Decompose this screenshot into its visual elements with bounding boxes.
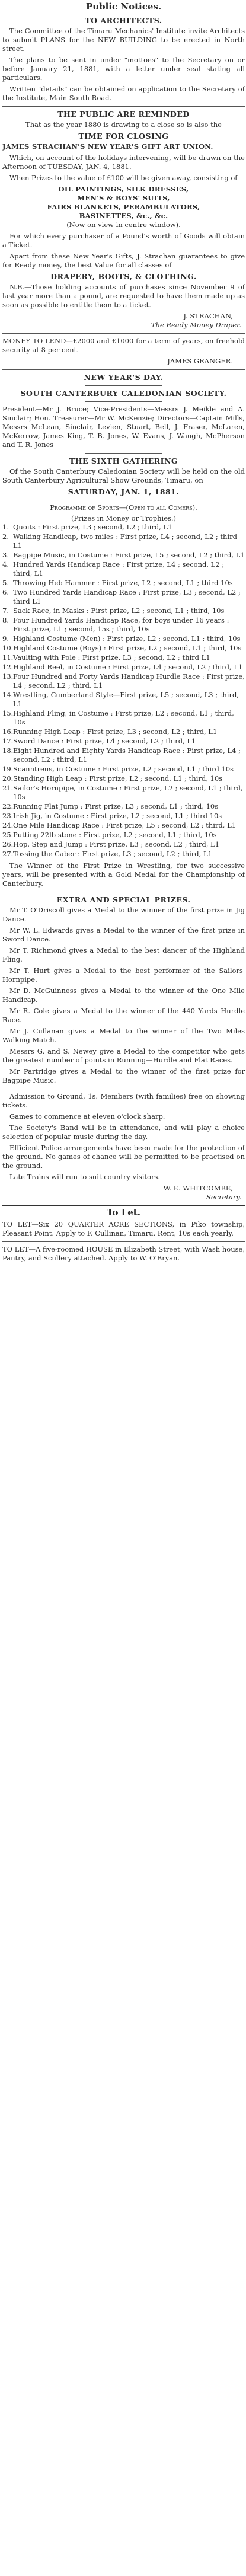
gift-union-nb: N.B.—Those holding accounts of purchases since November 9 of last year more than a pound, are requested to have them made up as soon as possible to entitle them to a ticket. <box>2 283 245 309</box>
extra-prizes-list <box>2 906 245 1085</box>
to-let-sections-text: TO LET—Six 20 QUARTER ACRE SECTIONS, in Piko township, Pleasant Point. Apply to F. Cullinan, Timaru. Rent, 10s each yearly. <box>2 1220 245 1237</box>
architects-p2: The plans to be sent in under "mottoes" to the Secretary on or before January 21, 1881, with a letter under seal stating all particulars. <box>2 56 245 82</box>
money-to-lend-signature: JAMES GRANGER. <box>167 357 233 365</box>
event-text: Irish Jig, in Costume : First prize, L2 ; second, L1 ; third 10s <box>13 812 222 820</box>
gift-union-p1: That as the year 1880 is drawing to a close so is also the <box>25 120 222 129</box>
event-text: Tossing the Caber : First prize, L3 ; second, L2 ; third, L1 <box>13 850 212 858</box>
architects-p1: The Committee of the Timaru Mechanics' Institute invite Architects to submit PLANS for the NEW BUILDING to be erected in North street. <box>2 27 245 53</box>
event-text: Quoits : First prize, L3 ; second, L2 ; third, L1 <box>13 523 172 531</box>
gathering-paragraph: Of the South Canterbury Caledonian Society will be held on the old South Canterbury Agricultural Show Grounds, Timaru, on <box>2 467 245 484</box>
extra-prize-item: Mr T. Richmond gives a Medal to the best dancer of the Highland Fling. <box>2 946 245 963</box>
event-number: 16. <box>2 727 14 736</box>
divider <box>2 369 245 370</box>
event-text: One Mile Handicap Race : First prize, L5 ; second, L2 ; third, L1 <box>13 821 237 829</box>
sixth-gathering-heading: THE SIXTH GATHERING <box>69 457 178 465</box>
event-text: Eight Hundred and Eighty Yards Handicap Race : First prize, L4 ; second, L2 ; third, L1 <box>13 746 241 764</box>
event-item <box>2 523 245 532</box>
extra-prize-item: Mr Partridge gives a Medal to the winner of the first prize for Bagpipe Music. <box>2 1067 245 1084</box>
extra-prize-item: Mr D. McGuinness gives a Medal to the winner of the One Mile Handicap. <box>2 987 245 1004</box>
to-let-ad <box>2 1245 245 1263</box>
event-number: 3. <box>2 551 9 559</box>
event-item <box>2 579 245 588</box>
new-years-day-heading: NEW YEAR'S DAY. <box>84 373 164 382</box>
event-number: 6. <box>2 588 9 596</box>
event-text: Running High Leap : First prize, L3 ; second, L2 ; third, L1 <box>13 727 218 736</box>
event-item <box>2 709 245 727</box>
police-note: Efficient Police arrangements have been made for the protection of the ground. No games of chance will be permitted to be practised on the ground. <box>2 1144 245 1170</box>
event-text: Hop, Step and Jump : First prize, L3 ; second, L2 ; third, L1 <box>13 840 219 848</box>
event-item <box>2 850 245 858</box>
event-number: 7. <box>2 607 9 615</box>
event-number: 8. <box>2 616 9 624</box>
event-item <box>2 663 245 672</box>
extra-prize-item: Mr W. L. Edwards gives a Medal to the winner of the first prize in Sword Dance. <box>2 926 245 943</box>
caledonian-signature-name: W. E. WHITCOMBE, <box>163 1184 233 1192</box>
to-let-house-text: TO LET—A five-roomed HOUSE in Elizabeth Street, with Wash house, Pantry, and Scullery attached. Apply to W. O'Bryan. <box>2 1245 245 1262</box>
event-number: 2. <box>2 532 9 541</box>
gift-union-time-closing: TIME FOR CLOSING <box>78 132 169 141</box>
event-item <box>2 774 245 783</box>
event-number: 24. <box>2 821 14 829</box>
prize-line: MEN'S & BOYS' SUITS, <box>77 194 170 202</box>
event-number: 5. <box>2 579 9 587</box>
extra-prize-item: Messrs G. and S. Newey give a Medal to the competitor who gets the greatest number of points in Running—Hurdle and Flat Races. <box>2 1047 245 1064</box>
event-item <box>2 831 245 839</box>
event-number: 25. <box>2 831 14 839</box>
extra-prize-item: Mr T. O'Driscoll gives a Medal to the winner of the first prize in Jig Dance. <box>2 906 245 923</box>
event-number: 20. <box>2 774 14 783</box>
short-divider <box>85 453 162 454</box>
event-text: Four Hundred Yards Handicap Race, for boys under 16 years : First prize, L1 ; second, 15s ; third, 10s <box>13 616 229 633</box>
event-item <box>2 551 245 560</box>
event-text: Throwing Heb Hammer : First prize, L2 ; second, L1 ; third 10s <box>13 579 233 587</box>
gift-union-p2: Which, on account of the holidays intervening, will be drawn on the Afternoon of TUESDAY, JAN. 4, 1881. <box>2 154 245 171</box>
event-text: Bagpipe Music, in Costume : First prize, L5 ; second, L2 ; third, L1 <box>13 551 245 559</box>
event-item <box>2 634 245 643</box>
prize-line: FAIRS BLANKETS, PERAMBULATORS, <box>47 203 200 211</box>
event-text: Wrestling, Cumberland Style—First prize, L5 ; second, L3 ; third, L1 <box>13 691 239 708</box>
event-item <box>2 784 245 802</box>
gift-union-p4: For which every purchaser of a Pound's worth of Goods will obtain a Ticket. <box>2 232 245 249</box>
event-item <box>2 644 245 653</box>
event-text: Walking Handicap, two miles : First prize, L4 ; second, L2 ; third L1 <box>13 532 237 550</box>
extra-prize-item: Mr T. Hurt gives a Medal to the best performer of the Sailors' Hornpipe. <box>2 966 245 984</box>
money-to-lend-notice <box>2 337 245 366</box>
event-number: 19. <box>2 765 14 773</box>
event-number: 4. <box>2 560 9 569</box>
divider <box>2 1241 245 1242</box>
admission-note: Admission to Ground, 1s. Members (with families) free on showing tickets. <box>2 1092 245 1109</box>
event-text: Hundred Yards Handicap Race : First prize, L4 ; second, L2 ; third, L1 <box>13 560 225 577</box>
event-text: Running Flat Jump : First prize, L3 ; second, L1 ; third, 10s <box>13 802 219 810</box>
gift-union-title-line: JAMES STRACHAN'S NEW YEAR'S GIFT ART UNION. <box>2 142 213 151</box>
event-text: Scanntreus, in Costume : First prize, L2 ; second, L1 ; third 10s <box>13 765 234 773</box>
event-number: 27. <box>2 850 14 858</box>
gift-union-prize-list <box>2 185 245 221</box>
gift-union-signature-name: J. STRACHAN, <box>183 312 233 320</box>
gift-union-heading: THE PUBLIC ARE REMINDED <box>57 110 190 119</box>
prize-line: BASINETTES, &c., &c. <box>79 212 168 220</box>
event-number: 21. <box>2 784 14 792</box>
extra-prize-item: Mr J. Cullanan gives a Medal to the winner of the Two Miles Walking Match. <box>2 1027 245 1044</box>
trains-note: Late Trains will run to suit country visitors. <box>9 1173 161 1181</box>
event-item <box>2 560 245 578</box>
event-text: Sack Race, in Masks : First prize, L2 ; second, L1 ; third, 10s <box>13 607 225 615</box>
event-text: Sailor's Hornpipe, in Costume : First prize, L2 ; second, L1 ; third, 10s <box>13 784 243 801</box>
event-number: 10. <box>2 644 14 652</box>
divider <box>2 333 245 334</box>
event-number: 1. <box>2 523 9 531</box>
gathering-date: SATURDAY, JAN. 1, 1881. <box>68 487 180 496</box>
band-note: The Society's Band will be in attendance, and will play a choice selection of popular music during the day. <box>2 1123 245 1141</box>
event-item <box>2 802 245 811</box>
event-item <box>2 607 245 615</box>
event-number: 23. <box>2 812 14 820</box>
event-number: 9. <box>2 634 9 643</box>
gift-union-p5: Apart from these New Year's Gifts, J. Strachan guarantees to give for Ready money, the best Value for all classes of <box>2 252 245 269</box>
caledonian-signature-title: Secretary. <box>206 1193 241 1201</box>
gift-union-prizes-note: (Now on view in centre window). <box>66 221 181 229</box>
to-let-ad <box>2 1220 245 1238</box>
games-start-note: Games to commence at eleven o'clock sharp. <box>9 1112 165 1121</box>
extra-prize-item: Mr R. Cole gives a Medal to the winner of the 440 Yards Hurdle Race. <box>2 1007 245 1024</box>
event-number: 14. <box>2 691 14 699</box>
event-number: 15. <box>2 709 14 717</box>
event-text: Highland Costume (Men) : First prize, L2 ; second, L1 ; third, 10s <box>13 634 241 643</box>
event-item <box>2 812 245 821</box>
event-item <box>2 840 245 849</box>
programme-prizes-note: (Prizes in Money or Trophies.) <box>71 514 177 522</box>
divider <box>2 106 245 107</box>
event-item <box>2 746 245 764</box>
section-header-public-notices: Public Notices. <box>2 0 245 14</box>
event-number: 11. <box>2 653 14 662</box>
money-to-lend-text: MONEY TO LEND—£2000 and £1000 for a term of years, on freehold security at 8 per cent. <box>2 337 245 354</box>
caledonian-notice <box>2 373 245 1202</box>
event-item <box>2 727 245 736</box>
event-text: Standing High Leap : First prize, L2 ; second, L1 ; third, 10s <box>13 774 223 783</box>
caledonian-society-heading: SOUTH CANTERBURY CALEDONIAN SOCIETY. <box>20 389 227 398</box>
event-number: 13. <box>2 672 14 681</box>
event-number: 18. <box>2 746 14 755</box>
event-item <box>2 653 245 662</box>
extra-prizes-heading: EXTRA AND SPECIAL PRIZES. <box>56 895 191 904</box>
event-text: Two Hundred Yards Handicap Race : First prize, L3 ; second, L2 ; third L1 <box>13 588 241 605</box>
architects-p3: Written "details" can be obtained on application to the Secretary of the Institute, Main South Road. <box>2 85 245 102</box>
event-item <box>2 765 245 774</box>
short-divider <box>85 385 162 386</box>
event-text: Sword Dance : First prize, L4 ; second, L2 ; third, L1 <box>13 737 196 745</box>
gift-union-goods-line: DRAPERY, BOOTS, & CLOTHING. <box>50 272 197 281</box>
event-list <box>2 523 245 858</box>
section-header-to-let: To Let. <box>2 1205 245 1220</box>
gift-union-notice <box>2 110 245 330</box>
gift-union-signature-title: The Ready Money Draper. <box>151 321 241 329</box>
short-divider <box>85 401 162 402</box>
event-item <box>2 616 245 634</box>
gift-union-p3: When Prizes to the value of £100 will be given away, consisting of <box>9 174 238 182</box>
event-text: Highland Costume (Boys) : First prize, L2 ; second, L1 ; third, 10s <box>13 644 242 652</box>
wrestling-medal-note: The Winner of the First Prize in Wrestling, for two successive years, will be presented with a Gold Medal for the Championship of Canterbury. <box>2 861 245 888</box>
event-number: 17. <box>2 737 14 745</box>
architects-notice <box>2 16 245 103</box>
event-text: Four Hundred and Forty Yards Handicap Hurdle Race : First prize, L4 ; second, L2 ; third, L1 <box>13 672 245 690</box>
event-text: Vaulting with Pole : First prize, L3 ; second, L2 ; third L1 <box>13 653 210 662</box>
event-item <box>2 821 245 830</box>
caledonian-officers: President—Mr J. Bruce; Vice-Presidents—Messrs J. Meikle and A. Sinclair; Hon. Treasurer—Mr W. McKenzie; Directors—Captain Mills, Messrs McLean, Sinclair, Levien, Stuart, Bell, J. Fraser, McLaren, McKerrow, James King, T. B. Jones, W. Evans, J. Waugh, McPherson and T. R. Jones <box>2 405 245 449</box>
event-item <box>2 588 245 606</box>
programme-heading: Programme of Sports—(Open to all Comers). <box>50 503 197 512</box>
architects-heading: TO ARCHITECTS. <box>85 16 162 25</box>
event-item <box>2 672 245 690</box>
prize-line: OIL PAINTINGS, SILK DRESSES, <box>58 185 189 193</box>
event-number: 22. <box>2 802 14 810</box>
event-text: Putting 22lb stone : First prize, L2 ; second, L1 ; third, 10s <box>13 831 217 839</box>
event-text: Highland Fling, in Costume : First prize, L2 ; second, L1 ; third, 10s <box>13 709 234 726</box>
event-text: Highland Reel, in Costume : First prize, L4 ; second, L2 ; third, L1 <box>13 663 243 671</box>
event-item <box>2 532 245 550</box>
event-number: 12. <box>2 663 14 671</box>
event-number: 26. <box>2 840 14 848</box>
event-item <box>2 691 245 708</box>
event-item <box>2 737 245 746</box>
